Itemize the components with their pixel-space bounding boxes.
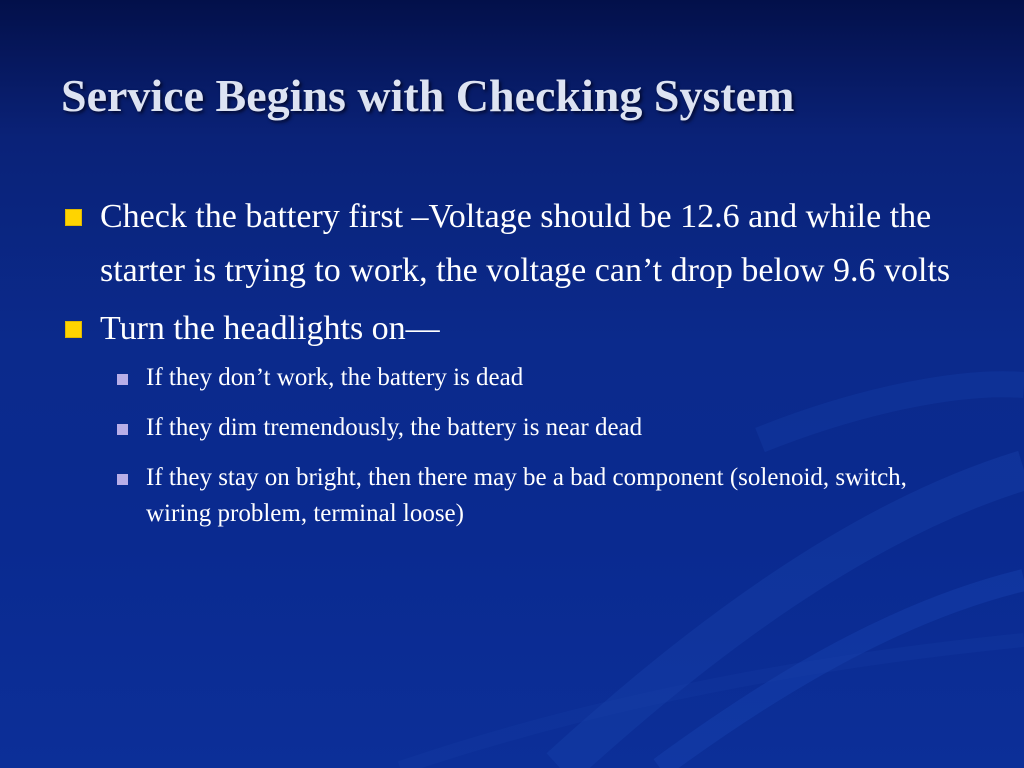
sub-bullet-text: If they dim tremendously, the battery is near dead xyxy=(146,414,643,441)
square-bullet-icon xyxy=(117,474,128,485)
square-bullet-icon xyxy=(65,321,82,338)
bullet-text: Check the battery first –Voltage should be 12.6 and while the starter is trying to work, the voltage can’t drop below 9.6 volts xyxy=(100,198,951,289)
slide-content xyxy=(62,190,962,546)
sub-bullet-text: If they stay on bright, then there may be a bad component (solenoid, switch, wiring problem, terminal loose) xyxy=(146,464,907,527)
headlights-sublist xyxy=(114,360,962,532)
slide-title: Service Begins with Checking System xyxy=(61,70,795,121)
square-bullet-icon xyxy=(117,374,128,385)
bullet-item-battery-check xyxy=(62,190,962,298)
sub-bullet-item xyxy=(114,460,962,532)
bullet-item-headlights xyxy=(62,302,962,356)
bullet-text: Turn the headlights on— xyxy=(100,310,440,347)
sub-bullet-item xyxy=(114,410,962,446)
sub-bullet-item xyxy=(114,360,962,396)
sub-bullet-text: If they don’t work, the battery is dead xyxy=(146,364,524,391)
square-bullet-icon xyxy=(117,424,128,435)
square-bullet-icon xyxy=(65,209,82,226)
